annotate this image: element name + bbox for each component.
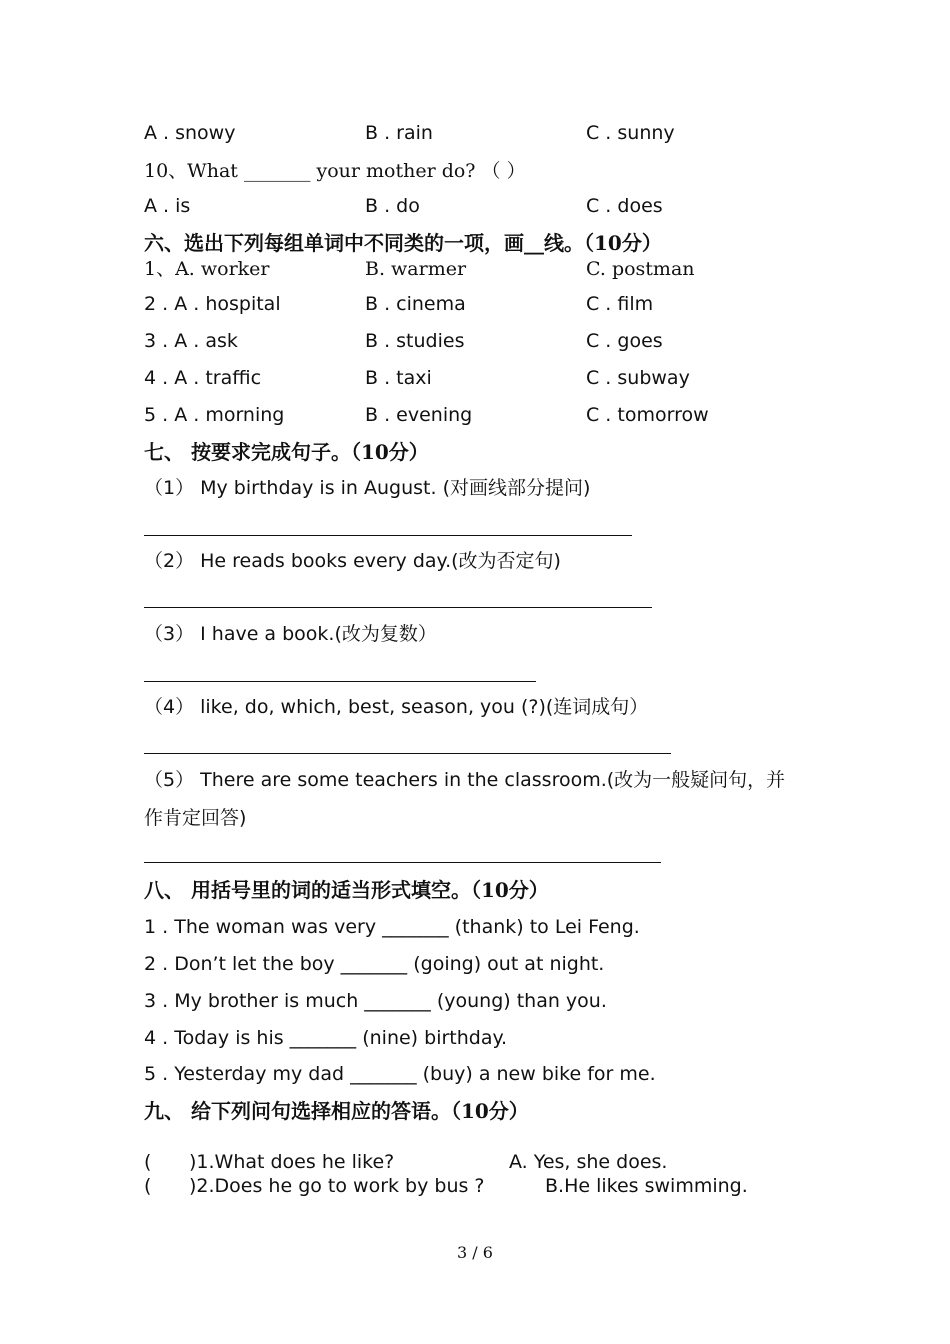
s7-answer-line-4 — [144, 753, 671, 754]
s9-row1-question: )1.What does he like? — [189, 1151, 395, 1173]
q10-option-c: C . does — [586, 195, 663, 217]
s6-row3-c: C . goes — [586, 330, 663, 352]
s9-row1-paren: ( — [144, 1151, 152, 1173]
s7-item3: （3） I have a book.(改为复数） — [144, 623, 437, 645]
section9-title: 九、 给下列问句选择相应的答语。（10分） — [144, 1099, 529, 1123]
s8-item3: 3 . My brother is much _______ (young) than you. — [144, 990, 607, 1012]
s6-row5-a: 5 . A . morning — [144, 404, 285, 426]
s6-row5-c: C . tomorrow — [586, 404, 709, 426]
s6-row3-b: B . studies — [365, 330, 465, 352]
s8-item2: 2 . Don’t let the boy _______ (going) out at night. — [144, 953, 605, 975]
s6-row1-a: 1、A. worker — [144, 258, 270, 280]
s9-row2-question: )2.Does he go to work by bus ? — [189, 1175, 485, 1197]
s8-item5: 5 . Yesterday my dad _______ (buy) a new bike for me. — [144, 1063, 656, 1085]
s6-row4-a: 4 . A . traffic — [144, 367, 262, 389]
q9-option-a: A . snowy — [144, 122, 236, 144]
q10-question: 10、What _______ your mother do? （ ） — [144, 160, 526, 182]
q10-option-a: A . is — [144, 195, 191, 217]
section7-title: 七、 按要求完成句子。（10分） — [144, 440, 429, 464]
s7-item2: （2） He reads books every day.(改为否定句) — [144, 550, 561, 572]
s7-item5-cont: 作肯定回答) — [144, 807, 247, 829]
s7-answer-line-5 — [144, 862, 661, 863]
page-number: 3 / 6 — [457, 1243, 493, 1262]
s9-row1-answer: A. Yes, she does. — [509, 1151, 668, 1173]
s6-row5-b: B . evening — [365, 404, 473, 426]
s9-row2-answer: B.He likes swimming. — [545, 1175, 748, 1197]
s7-item4: （4） like, do, which, best, season, you (?)(连词成句） — [144, 696, 649, 718]
s6-row3-a: 3 . A . ask — [144, 330, 238, 352]
q9-option-c: C . sunny — [586, 122, 675, 144]
s8-item4: 4 . Today is his _______ (nine) birthday. — [144, 1027, 508, 1049]
s9-row2-paren: ( — [144, 1175, 152, 1197]
s6-row4-c: C . subway — [586, 367, 690, 389]
section8-title: 八、 用括号里的词的适当形式填空。（10分） — [144, 878, 549, 902]
s6-row4-b: B . taxi — [365, 367, 432, 389]
s7-answer-line-2 — [144, 607, 652, 608]
s6-row1-b: B. warmer — [365, 258, 467, 280]
s8-item1: 1 . The woman was very _______ (thank) to Lei Feng. — [144, 916, 640, 938]
section6-title: 六、选出下列每组单词中不同类的一项，画__线。（10分） — [144, 231, 662, 255]
s7-item5: （5） There are some teachers in the classroom.(改为一般疑问句，并 — [144, 769, 786, 791]
s6-row2-c: C . film — [586, 293, 654, 315]
s6-row2-a: 2 . A . hospital — [144, 293, 281, 315]
s6-row2-b: B . cinema — [365, 293, 466, 315]
s7-answer-line-3 — [144, 681, 536, 682]
q9-option-b: B . rain — [365, 122, 433, 144]
s6-row1-c: C. postman — [586, 258, 695, 280]
q10-option-b: B . do — [365, 195, 420, 217]
s7-item1: （1） My birthday is in August. (对画线部分提问) — [144, 477, 591, 499]
s7-answer-line-1 — [144, 535, 632, 536]
